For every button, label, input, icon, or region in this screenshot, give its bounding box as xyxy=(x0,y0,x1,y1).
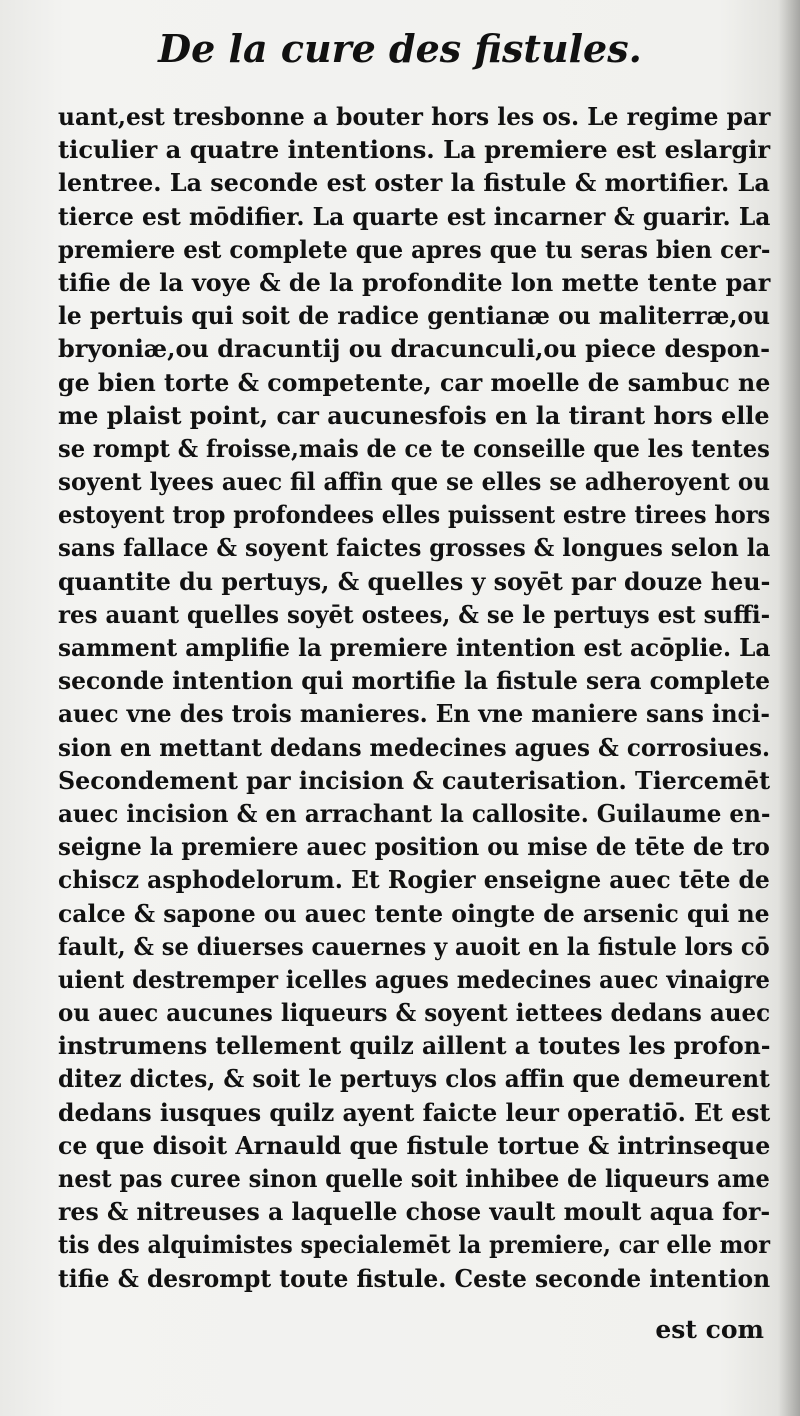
text-line: bryoniæ,ou dracuntij ou dracunculi,ou piece despon- xyxy=(58,334,771,364)
text-line: tifie de la voye & de la profondite lon mette tente par xyxy=(58,267,771,297)
catchword: est com xyxy=(655,1315,764,1344)
text-line: tis des alquimistes specialemēt la premiere, car elle mor xyxy=(58,1230,770,1260)
text-line: soyent lyees auec fil affin que se elles se adheroyent ou xyxy=(58,467,770,497)
text-line: uant,est tresbonne a bouter hors les os. Le regime par xyxy=(58,102,771,131)
text-line: le pertuis qui soit de radice gentianæ ou maliterræ,ou xyxy=(58,301,771,331)
text-line: ge bien torte & competente, car moelle de sambuc ne xyxy=(58,367,771,397)
text-line: seconde intention qui mortifie la fistule sera complete xyxy=(58,666,771,696)
text-line: auec vne des trois manieres. En vne maniere sans inci- xyxy=(58,699,771,729)
text-line: sion en mettant dedans medecines agues & corrosiues. xyxy=(58,732,771,762)
text-line: lentree. La seconde est oster la fistule & mortifier. La xyxy=(58,168,770,198)
text-line: samment amplifie la premiere intention est acōplie. La xyxy=(58,633,771,662)
text-line: fault, & se diuerses cauernes y auoit en la fistule lors cō xyxy=(58,931,770,961)
text-line: uient destremper icelles agues medecines auec vinaigre xyxy=(58,964,770,994)
text-line: calce & sapone ou auec tente oingte de arsenic qui ne xyxy=(58,898,770,928)
text-line: se rompt & froisse,mais de ce te conseille que les tentes xyxy=(58,433,770,463)
text-line: sans fallace & soyent faictes grosses & longues selon la xyxy=(58,533,771,563)
text-line: res auant quelles soyēt ostees, & se le pertuys est suffi- xyxy=(58,599,771,629)
text-line: quantite du pertuys, & quelles y soyēt par douze heu- xyxy=(58,566,771,596)
text-line: tierce est mōdifier. La quarte est incarner & guarir. La xyxy=(58,201,771,231)
text-line: tifie & desrompt toute fistule. Ceste seconde intention xyxy=(58,1263,771,1293)
running-header: De la cure des fistules. xyxy=(158,26,642,71)
text-line: me plaist point, car aucunesfois en la tirant hors elle xyxy=(58,400,770,430)
text-line: dedans iusques quilz ayent faicte leur operatiō. Et est xyxy=(58,1097,771,1127)
body-text xyxy=(58,100,770,1295)
text-line: res & nitreuses a laquelle chose vault moult aqua for- xyxy=(58,1197,771,1227)
text-line: chiscz asphodelorum. Et Rogier enseigne auec tēte de xyxy=(58,865,770,895)
text-line: ou auec aucunes liqueurs & soyent iettees dedans auec xyxy=(58,998,771,1028)
text-line: nest pas curee sinon quelle soit inhibee de liqueurs ame xyxy=(58,1164,770,1193)
text-line: Secondement par incision & cauterisation. Tiercemēt xyxy=(58,765,771,795)
page-edge-shadow xyxy=(778,0,800,1416)
text-line: ticulier a quatre intentions. La premiere est eslargir xyxy=(58,135,771,165)
text-line: instrumens tellement quilz aillent a toutes les profon- xyxy=(58,1031,771,1061)
text-line: estoyent trop profondees elles puissent estre tirees hors xyxy=(58,500,771,530)
text-line: auec incision & en arrachant la callosite. Guilaume en- xyxy=(58,798,771,828)
text-line: ce que disoit Arnauld que fistule tortue & intrinseque xyxy=(58,1130,771,1160)
text-line: ditez dictes, & soit le pertuys clos affin que demeurent xyxy=(58,1064,770,1094)
text-line: premiere est complete que apres que tu seras bien cer- xyxy=(58,234,771,264)
text-line: seigne la premiere auec position ou mise de tēte de tro xyxy=(58,832,770,862)
